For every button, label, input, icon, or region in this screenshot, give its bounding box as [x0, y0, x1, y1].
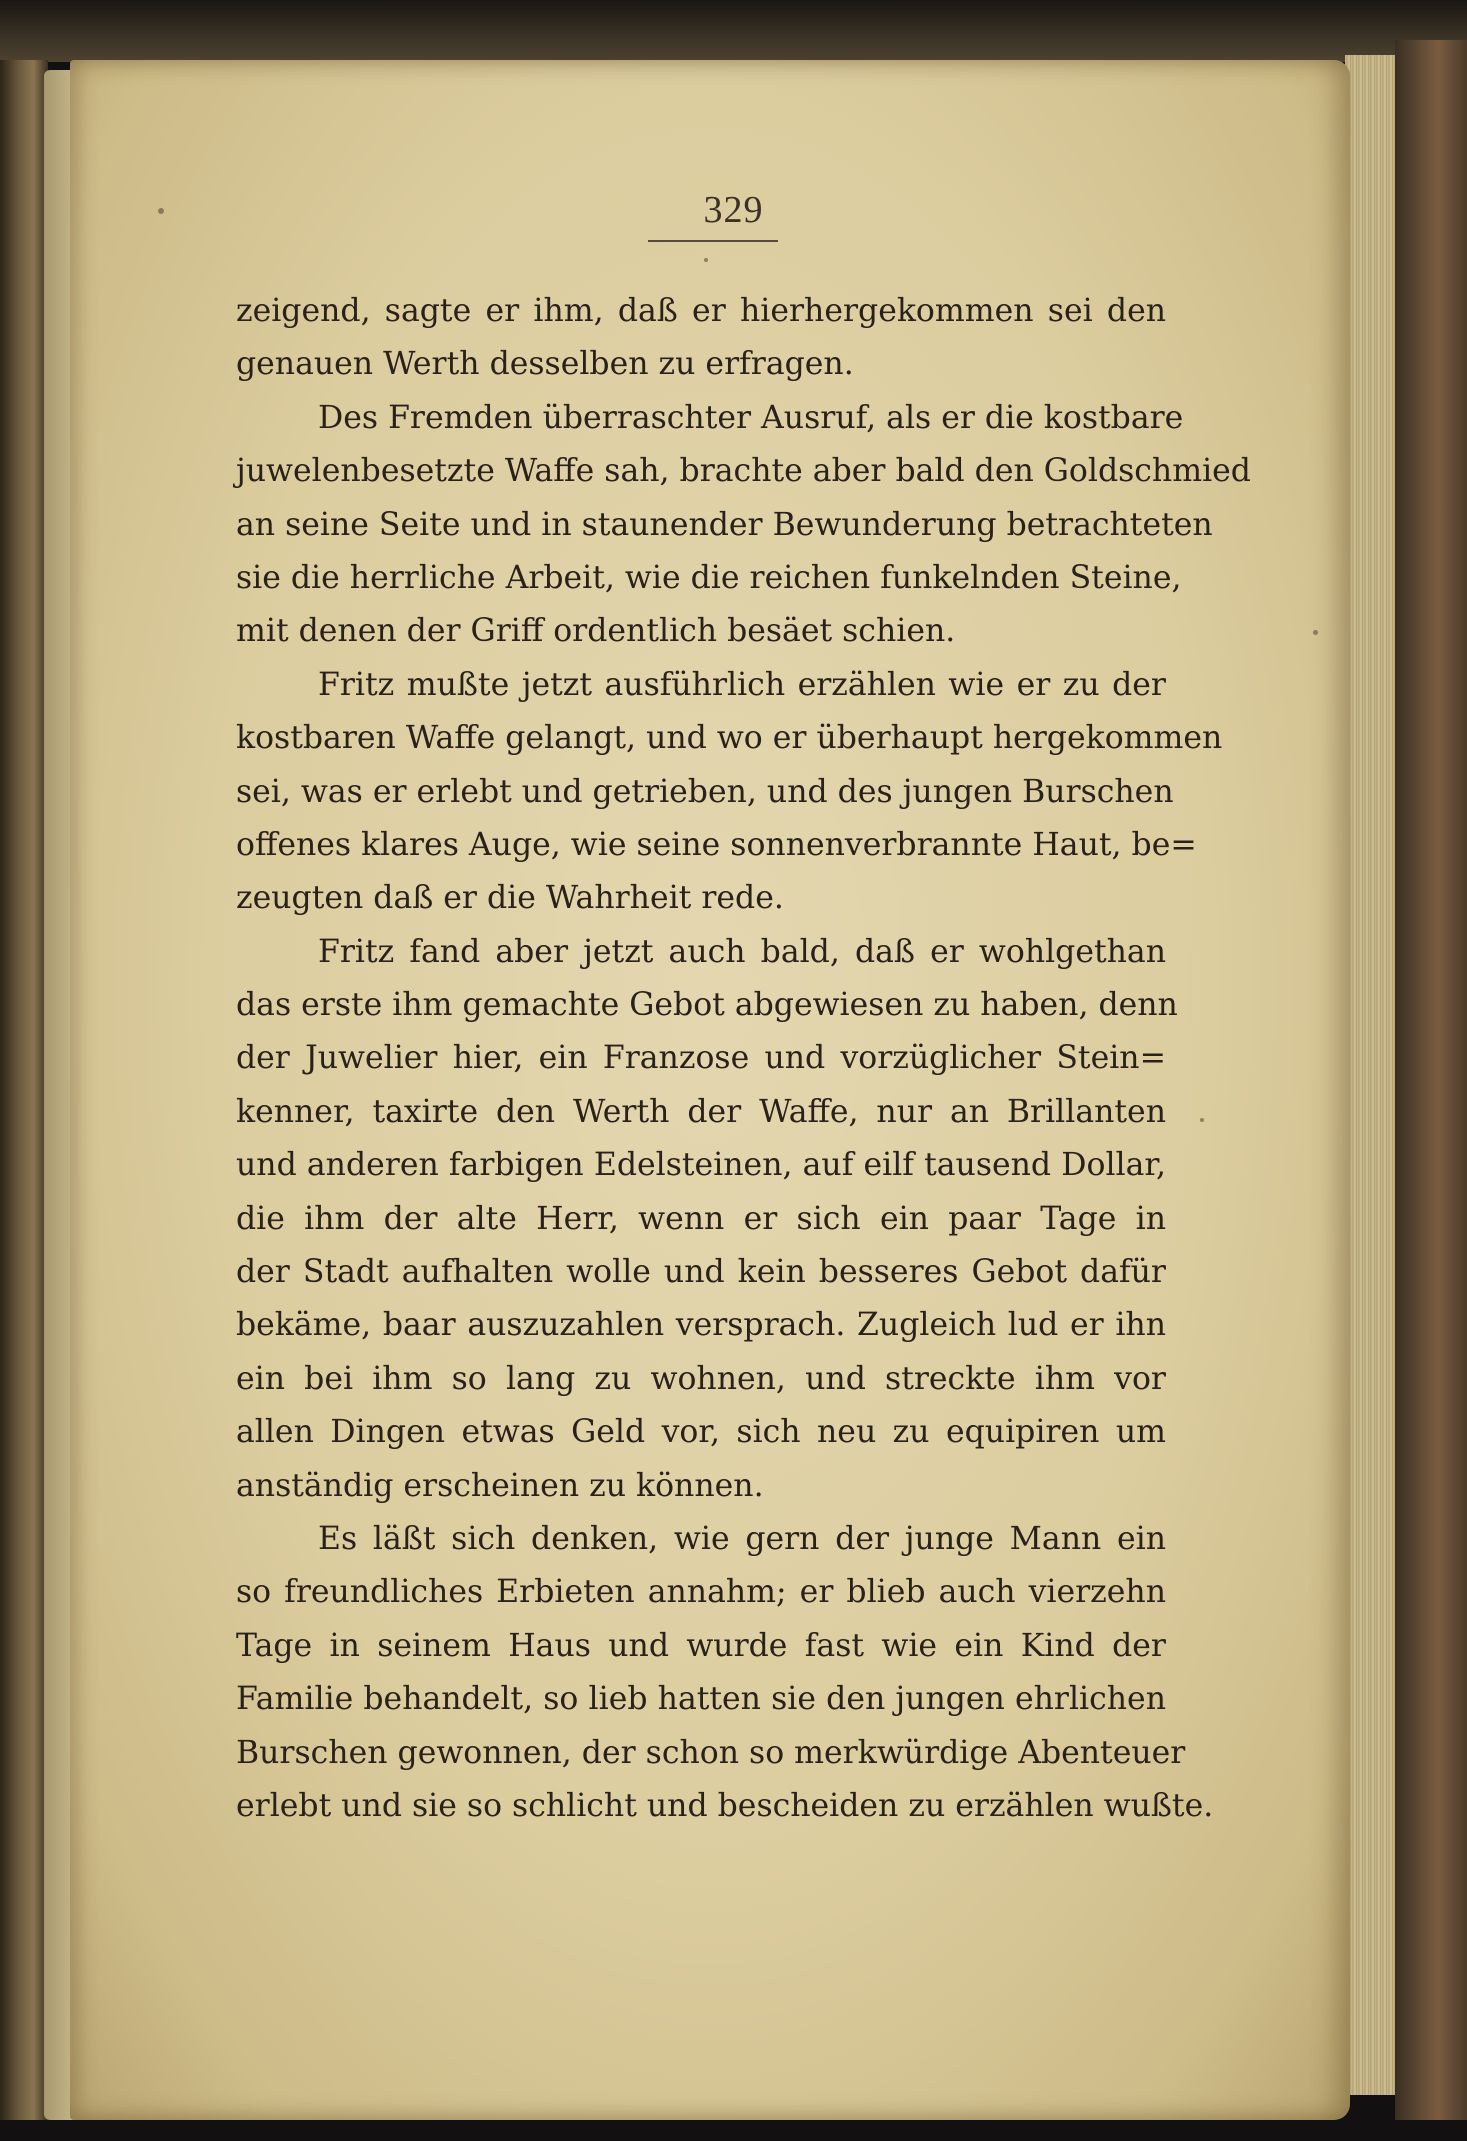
text-line: so freundliches Erbieten annahm; er blieb auch vierzehn: [236, 1574, 1166, 1611]
text-line: Burschen gewonnen, der schon so merkwürdige Abenteuer: [236, 1734, 1186, 1771]
text-line: mit denen der Griff ordentlich besäet schien.: [236, 613, 956, 650]
text-line: zeigend, sagte er ihm, daß er hierhergekommen sei den: [236, 293, 1166, 329]
text-line: bekäme, baar auszuzahlen versprach. Zugleich lud er ihn: [236, 1307, 1166, 1344]
text-line: die ihm der alte Herr, wenn er sich ein paar Tage in: [236, 1200, 1166, 1237]
book-cover-top: [0, 0, 1467, 62]
text-line: juwelenbesetzte Waffe sah, brachte aber bald den Goldschmied: [236, 453, 1251, 490]
text-line: an seine Seite und in staunender Bewunderung betrachteten: [236, 506, 1213, 543]
text-line: zeugten daß er die Wahrheit rede.: [236, 880, 784, 917]
page-number-rule: [648, 240, 778, 242]
text-line: offenes klares Auge, wie seine sonnenverbrannte Haut, be=: [236, 826, 1197, 863]
text-line: kostbaren Waffe gelangt, und wo er überhaupt hergekommen: [236, 720, 1223, 757]
text-line: allen Dingen etwas Geld vor, sich neu zu equipiren um: [236, 1414, 1166, 1451]
text-line: das erste ihm gemachte Gebot abgewiesen zu haben, denn: [236, 987, 1178, 1024]
text-line: erlebt und sie so schlicht und bescheiden zu erzählen wußte.: [236, 1787, 1214, 1824]
paper-speck: [1200, 1118, 1204, 1122]
text-line: der Juwelier hier, ein Franzose und vorzüglicher Stein=: [236, 1040, 1166, 1077]
text-line: genauen Werth desselben zu erfragen.: [236, 346, 854, 383]
text-line: sie die herrliche Arbeit, wie die reichen funkelnden Steine,: [236, 559, 1182, 596]
text-line: anständig erscheinen zu können.: [236, 1467, 764, 1504]
book-spine: [0, 60, 48, 2120]
text-line: und anderen farbigen Edelsteinen, auf eilf tausend Dollar,: [236, 1147, 1166, 1184]
text-line: Des Fremden überraschter Ausruf, als er die kostbare: [318, 399, 1184, 436]
text-line: ein bei ihm so lang zu wohnen, und streckte ihm vor: [236, 1360, 1166, 1397]
text-line: kenner, taxirte den Werth der Waffe, nur an Brillanten: [236, 1093, 1166, 1130]
text-line: Fritz fand aber jetzt auch bald, daß er wohlgethan: [318, 933, 1166, 970]
text-line: Familie behandelt, so lieb hatten sie den jungen ehrlichen: [236, 1681, 1166, 1718]
page-number: 329: [703, 189, 764, 231]
page-text: [236, 285, 1251, 1833]
text-line: der Stadt aufhalten wolle und kein besseres Gebot dafür: [236, 1254, 1166, 1291]
text-line: Es läßt sich denken, wie gern der junge Mann ein: [318, 1520, 1166, 1557]
text-line: Tage in seinem Haus und wurde fast wie ein Kind der: [236, 1627, 1166, 1664]
paper-speck: [1313, 630, 1318, 635]
paper-speck: [704, 258, 708, 262]
book-cover-right: [1395, 40, 1467, 2120]
paper-speck: [158, 208, 164, 214]
text-line: sei, was er erlebt und getrieben, und des jungen Burschen: [236, 773, 1174, 810]
text-line: Fritz mußte jetzt ausführlich erzählen wie er zu der: [318, 666, 1166, 703]
